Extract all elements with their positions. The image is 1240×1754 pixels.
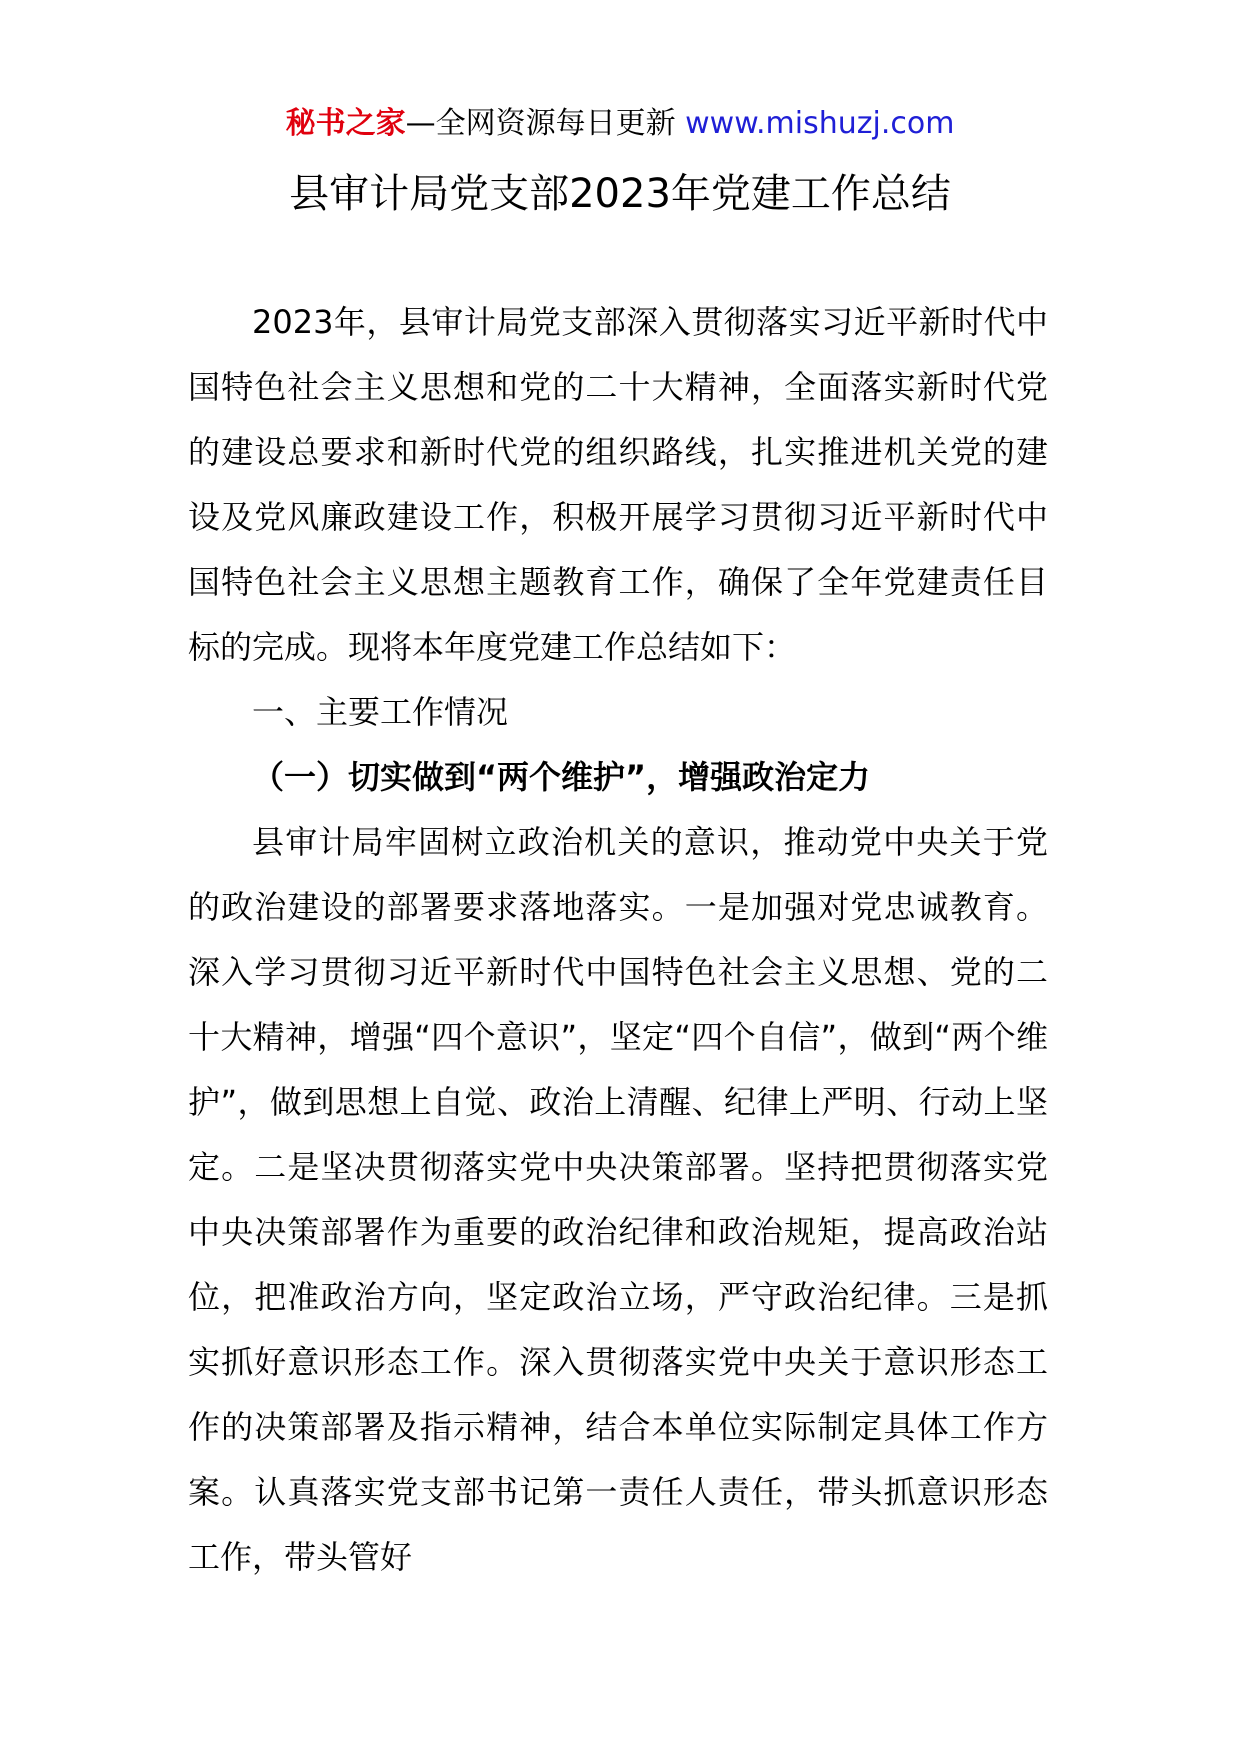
site-header (0, 104, 1240, 144)
site-brand: 秘书之家 (285, 106, 406, 141)
document-body (188, 290, 1048, 1590)
subsection-paragraph: 县审计局牢固树立政治机关的意识，推动党中央关于党的政治建设的部署要求落地落实。一是加强对党忠诚教育。深入学习贯彻习近平新时代中国特色社会主义思想、党的二十大精神，增强“四个意识”，坚定“四个自信”，做到“两个维护”，做到思想上自觉、政治上清醒、纪律上严明、行动上坚定。二是坚决贯彻落实党中央决策部署。坚持把贯彻落实党中央决策部署作为重要的政治纪律和政治规矩，提高政治站位，把准政治方向，坚定政治立场，严守政治纪律。三是抓实抓好意识形态工作。深入贯彻落实党中央关于意识形态工作的决策部署及指示精神，结合本单位实际制定具体工作方案。认真落实党支部书记第一责任人责任，带头抓意识形态工作，带头管好 (188, 823, 1048, 1576)
document-title: 县审计局党支部2023年党建工作总结 (289, 171, 951, 217)
site-url-link[interactable]: www.mishuzj.com (685, 106, 955, 141)
site-slogan: —全网资源每日更新 (405, 106, 676, 141)
intro-paragraph: 2023年，县审计局党支部深入贯彻落实习近平新时代中国特色社会主义思想和党的二十大精神，全面落实新时代党的建设总要求和新时代党的组织路线，扎实推进机关党的建设及党风廉政建设工作，积极开展学习贯彻习近平新时代中国特色社会主义思想主题教育工作，确保了全年党建责任目标的完成。现将本年度党建工作总结如下： (188, 303, 1048, 666)
section-heading: 一、主要工作情况 (252, 693, 509, 731)
subsection-heading: （一）切实做到“两个维护”，增强政治定力 (252, 758, 871, 796)
